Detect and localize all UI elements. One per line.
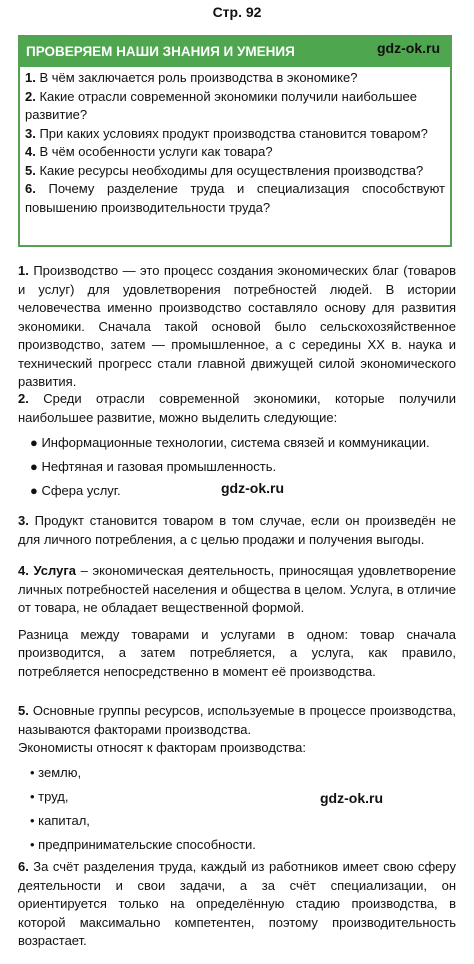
page-number: Стр. 92 <box>212 4 262 20</box>
watermark: gdz-ok.ru <box>320 790 383 806</box>
questions-box <box>18 35 452 247</box>
question-1: 1. В чём заключается роль производства в экономике? <box>25 70 358 85</box>
answer-4-difference: Разница между товарами и услугами в одном: товар сначала производится, а затем потребляется, а услуга, как правило, потребляется непосредственно в момент её производства. <box>18 626 456 679</box>
list-item: • землю, <box>30 765 82 780</box>
question-6: 6. Почему разделение труда и специализация способствуют повышению производительности труда? <box>25 181 445 215</box>
question-2: 2. Какие отрасли современной экономики получили наибольшее развитие? <box>25 88 417 122</box>
watermark: gdz-ok.ru <box>377 40 440 56</box>
answer-3: 3. Продукт становится товаром в том случае, если он произведён не для личного потребления, а с целью продажи и получения выгоды. <box>18 513 456 547</box>
answer-5: 5. Основные группы ресурсов, используемые в процессе производства, называются факторами производства. Экономисты относят к факторам производства: <box>18 702 456 758</box>
answer-6: 6. За счёт разделения труда, каждый из работников имеет свою сферу деятельности и свои задачи, а за счёт специализации, он ориентируется только на определённую стадию производства, в которой максимально компетентен, поэтому производительность возрастает. <box>18 859 456 948</box>
questions-list <box>25 69 445 217</box>
answer-5-intro: Экономисты относят к факторам производства: <box>18 740 307 755</box>
watermark: gdz-ok.ru <box>221 480 284 496</box>
list-item: • предпринимательские способности. <box>30 837 256 852</box>
question-5: 5. Какие ресурсы необходимы для осуществления производства? <box>25 162 424 178</box>
list-item: • труд, <box>30 789 69 804</box>
list-item: ● Сфера услуг. <box>30 483 121 498</box>
list-item: • капитал, <box>30 813 90 828</box>
answer-1: 1. Производство — это процесс создания экономических благ (товаров и услуг) для удовлетворения потребностей людей. В истории человечества именно производство составляло основу для развития экономики. Сначала такой основой было сельскохозяйственное производство, затем — промышленное, а с середины XX в. наука и технический прогресс стали главной движущей силой экономического развития. <box>18 263 456 389</box>
answer-2: 2. Среди отрасли современной экономики, которые получили наибольшее развитие, можно выделить следующие: <box>18 391 456 425</box>
answer-4: 4. Услуга – экономическая деятельность, приносящая удовлетворение личных потребностей населения и общества в целом. Услуга, в отличие от товара, не обладает вещественной формой. Разница между товарами и услугами в одном: товар сначала производится, а затем потребляется, а услуга, как правило, потребляется непосредственно в момент её производства. <box>18 562 456 681</box>
questions-box-title: ПРОВЕРЯЕМ НАШИ ЗНАНИЯ И УМЕНИЯ <box>20 37 450 67</box>
list-item: ● Нефтяная и газовая промышленность. <box>30 459 277 474</box>
list-item: ● Информационные технологии, система связей и коммуникации. <box>30 435 430 450</box>
question-3: 3. При каких условиях продукт производства становится товаром? <box>25 125 428 141</box>
answer-5-bullets <box>30 764 256 860</box>
question-4: 4. В чём особенности услуги как товара? <box>25 144 273 159</box>
